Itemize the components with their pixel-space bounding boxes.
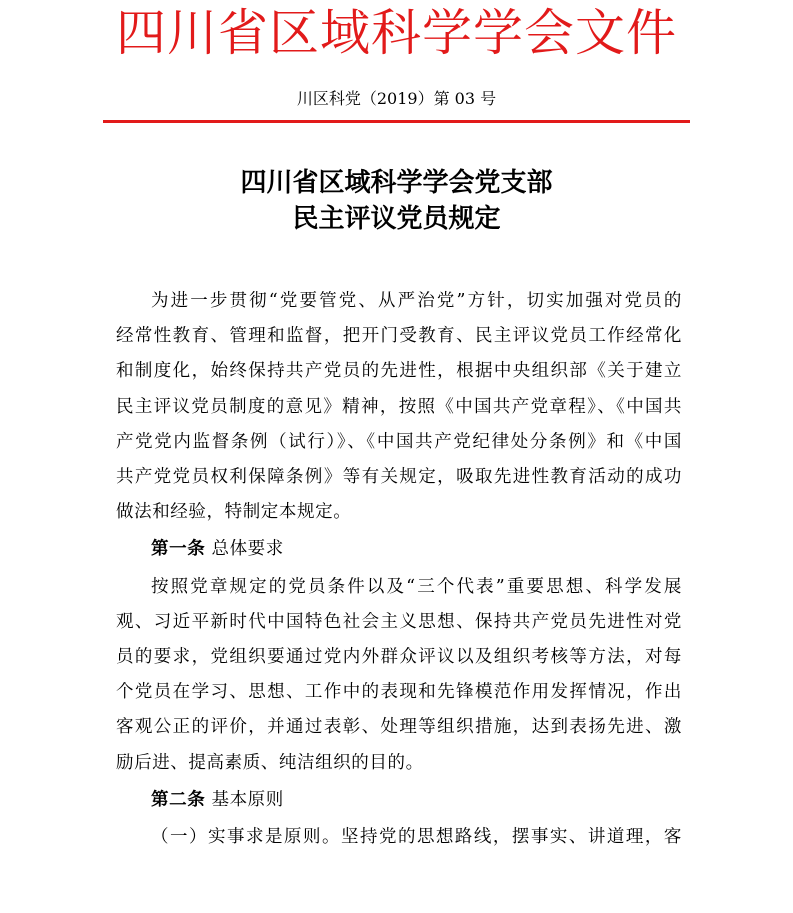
article-1-line: 按照党章规定的党员条件以及“三个代表”重要思想、科学发展 [151,576,682,597]
document-number: 川区科党（2019）第 03 号 [296,89,497,108]
preamble-line: 经常性教育、管理和监督，把开门受教育、民主评议党员工作经常化 [116,326,682,347]
preamble-line: 民主评议党员制度的意见》精神，按照《中国共产党章程》、《中国共 [116,396,682,417]
article-1-line: 励后进、提高素质、纯洁组织的目的。 [116,752,424,773]
article-2-heading [116,783,682,818]
article-2-line: （一）实事求是原则。坚持党的思想路线，摆事实、讲道理，客 [151,827,682,848]
preamble-line: 和制度化，始终保持共产党员的先进性，根据中央组织部《关于建立 [116,361,682,382]
article-1-line: 员的要求，党组织要通过党内外群众评议以及组织考核等方法，对每 [116,647,682,668]
document-body [116,284,682,855]
article-2-number: 第二条 [151,789,206,810]
article-1-paragraph [116,570,682,781]
preamble-paragraph [116,284,682,530]
article-2-heading-text: 基本原则 [211,789,284,810]
masthead-title: 四川省区域科学学会文件 [116,4,677,62]
preamble-line: 产党党内监督条例（试行）》、《中国共产党纪律处分条例》和《中国 [116,431,682,452]
article-2-paragraph [116,820,682,855]
document-title [0,165,793,237]
title-line-1: 四川省区域科学学会党支部 [240,168,553,198]
article-1-heading [116,532,682,567]
article-1-line: 观、习近平新时代中国特色社会主义思想、保持共产党员先进性对党 [116,611,682,632]
article-1-line: 个党员在学习、思想、工作中的表现和先锋模范作用发挥情况，作出 [116,682,682,703]
title-line-2: 民主评议党员规定 [292,204,501,234]
article-1-heading-text: 总体要求 [211,539,284,560]
red-divider-line [103,120,690,123]
article-1-number: 第一条 [151,539,206,560]
article-1-line: 客观公正的评价，并通过表彰、处理等组织措施，达到表扬先进、激 [116,717,682,738]
preamble-line: 共产党党员权利保障条例》等有关规定，吸取先进性教育活动的成功 [116,467,682,488]
preamble-line: 为进一步贯彻“党要管党、从严治党”方针，切实加强对党员的 [151,291,682,311]
preamble-line: 做法和经验，特制定本规定。 [116,502,352,523]
